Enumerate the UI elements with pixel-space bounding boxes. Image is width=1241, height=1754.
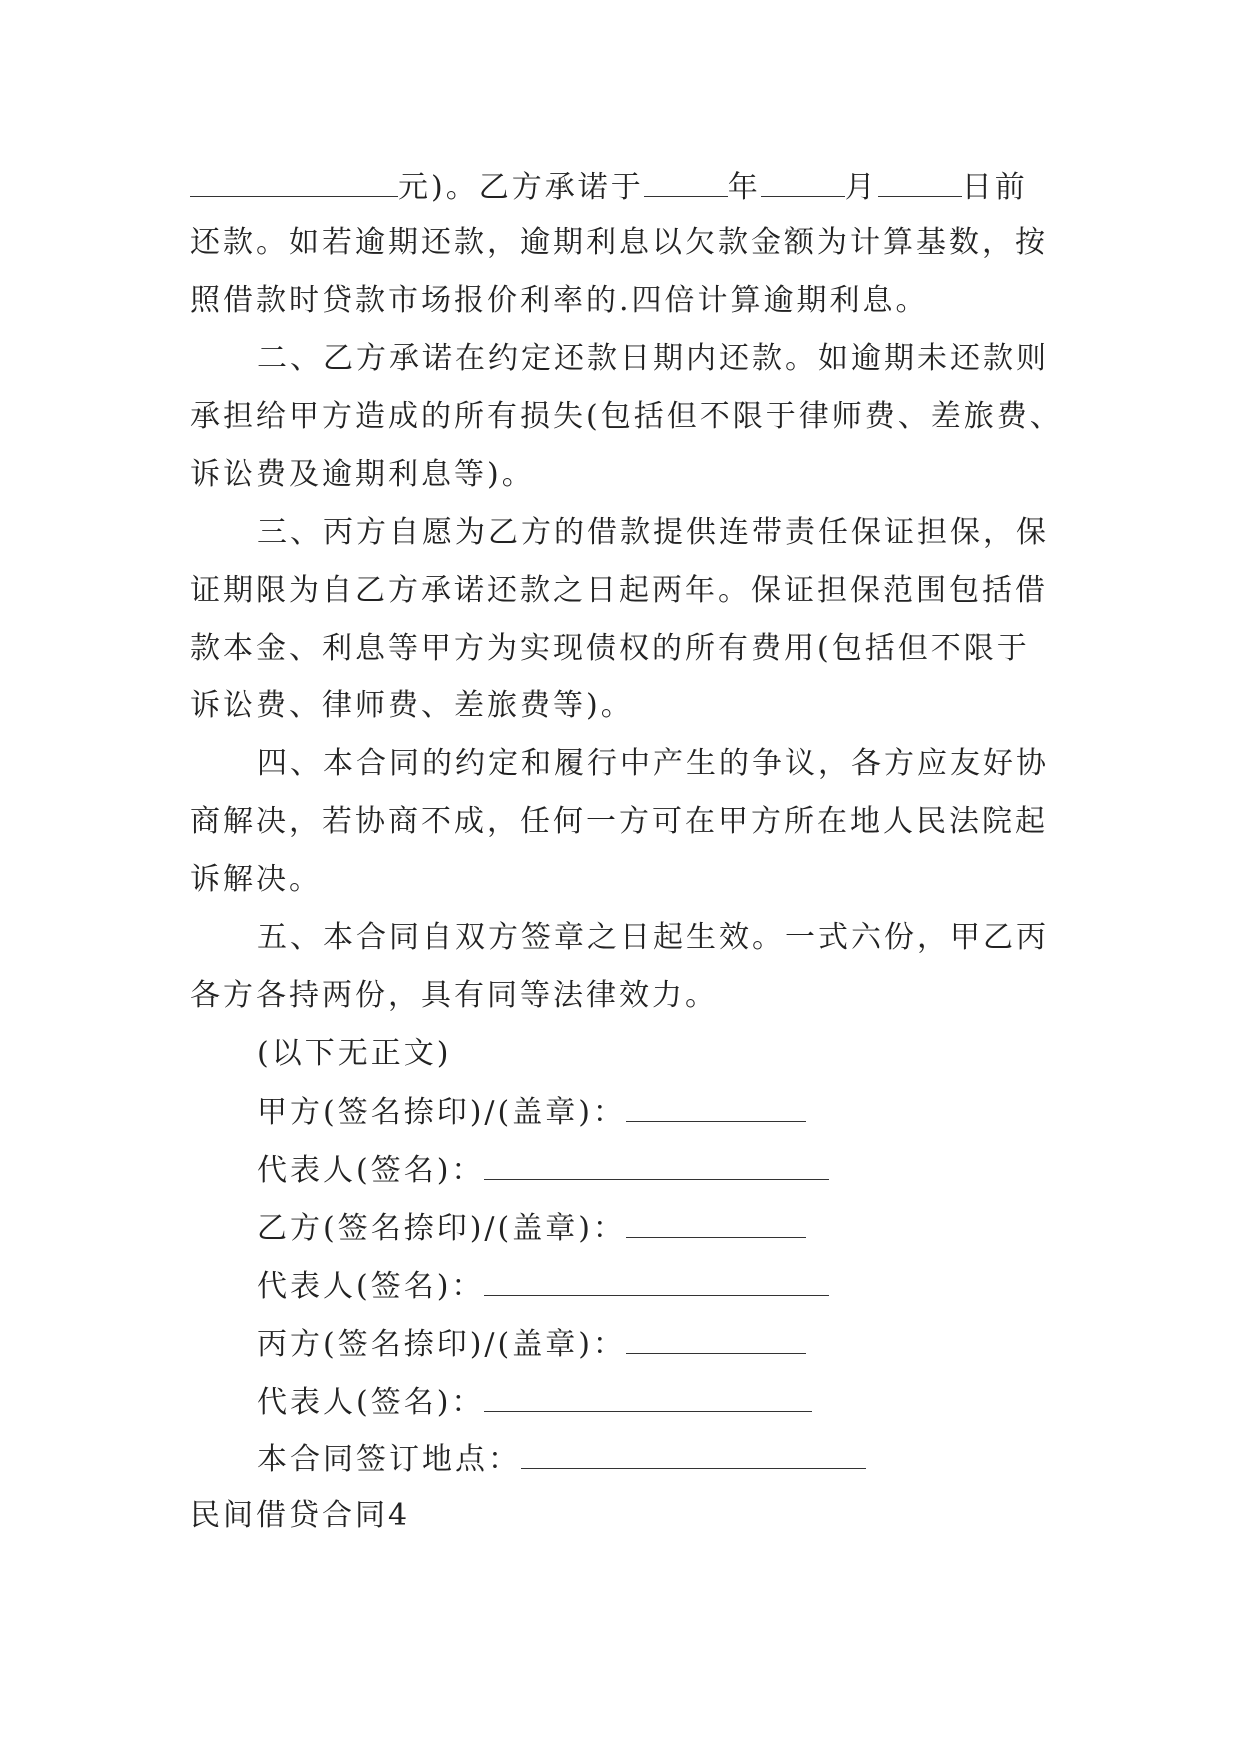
party-c-representative-label: 代表人(签名)： xyxy=(257,1385,485,1420)
party-b-signature-line xyxy=(257,1207,806,1247)
party-a-signature-label: 甲方(签名捺印)/(盖章)： xyxy=(257,1095,626,1130)
text-segment: 元)。乙方承诺于 xyxy=(398,170,644,205)
clause-3-line-2: 证期限为自乙方承诺还款之日起两年。保证担保范围包括借 xyxy=(190,573,1048,608)
day-blank xyxy=(878,166,962,197)
clause-5-line-1: 五、本合同自双方签章之日起生效。一式六份，甲乙丙 xyxy=(257,920,1049,955)
signing-location-label: 本合同签订地点： xyxy=(257,1442,521,1477)
next-section-heading: 民间借贷合同4 xyxy=(190,1498,411,1533)
paragraph-1-line-3: 照借款时贷款市场报价利率的.四倍计算逾期利息。 xyxy=(190,283,929,318)
party-a-representative-label: 代表人(签名)： xyxy=(257,1153,485,1188)
party-b-representative-label: 代表人(签名)： xyxy=(257,1269,485,1304)
year-blank xyxy=(644,166,728,197)
no-more-text-note: (以下无正文) xyxy=(257,1036,452,1071)
party-c-representative-blank xyxy=(484,1381,812,1412)
party-c-signature-line xyxy=(257,1323,806,1363)
signing-location-blank xyxy=(521,1438,866,1469)
party-a-signature-blank xyxy=(626,1091,806,1122)
party-a-signature-line xyxy=(257,1091,806,1131)
party-b-representative-blank xyxy=(484,1265,829,1296)
clause-2-line-1: 二、乙方承诺在约定还款日期内还款。如逾期未还款则 xyxy=(257,341,1049,376)
text-segment: 月 xyxy=(844,170,878,205)
signing-location-line xyxy=(257,1438,866,1478)
party-b-signature-blank xyxy=(626,1207,806,1238)
party-a-representative-line xyxy=(257,1149,829,1189)
party-c-signature-label: 丙方(签名捺印)/(盖章)： xyxy=(257,1327,626,1362)
party-a-representative-blank xyxy=(484,1149,829,1180)
clause-3-line-1: 三、丙方自愿为乙方的借款提供连带责任保证担保，保 xyxy=(257,515,1049,550)
party-c-signature-blank xyxy=(626,1323,806,1354)
text-segment: 日前 xyxy=(961,170,1028,205)
clause-3-line-3: 款本金、利息等甲方为实现债权的所有费用(包括但不限于 xyxy=(190,631,1030,666)
clause-2-line-3: 诉讼费及逾期利息等)。 xyxy=(190,457,535,492)
clause-5-line-2: 各方各持两份，具有同等法律效力。 xyxy=(190,978,718,1013)
paragraph-1-line-2: 还款。如若逾期还款，逾期利息以欠款金额为计算基数，按 xyxy=(190,225,1048,260)
clause-3-line-4: 诉讼费、律师费、差旅费等)。 xyxy=(190,688,634,723)
party-c-representative-line xyxy=(257,1381,812,1421)
text-segment: 年 xyxy=(727,170,761,205)
party-b-representative-line xyxy=(257,1265,829,1305)
amount-blank xyxy=(190,166,398,197)
clause-4-line-1: 四、本合同的约定和履行中产生的争议，各方应友好协 xyxy=(257,746,1049,781)
clause-4-line-3: 诉解决。 xyxy=(190,862,322,897)
paragraph-1-line-1 xyxy=(190,166,1028,206)
clause-4-line-2: 商解决，若协商不成，任何一方可在甲方所在地人民法院起 xyxy=(190,804,1048,839)
party-b-signature-label: 乙方(签名捺印)/(盖章)： xyxy=(257,1211,626,1246)
clause-2-line-2: 承担给甲方造成的所有损失(包括但不限于律师费、差旅费、 xyxy=(190,399,1063,434)
month-blank xyxy=(761,166,845,197)
